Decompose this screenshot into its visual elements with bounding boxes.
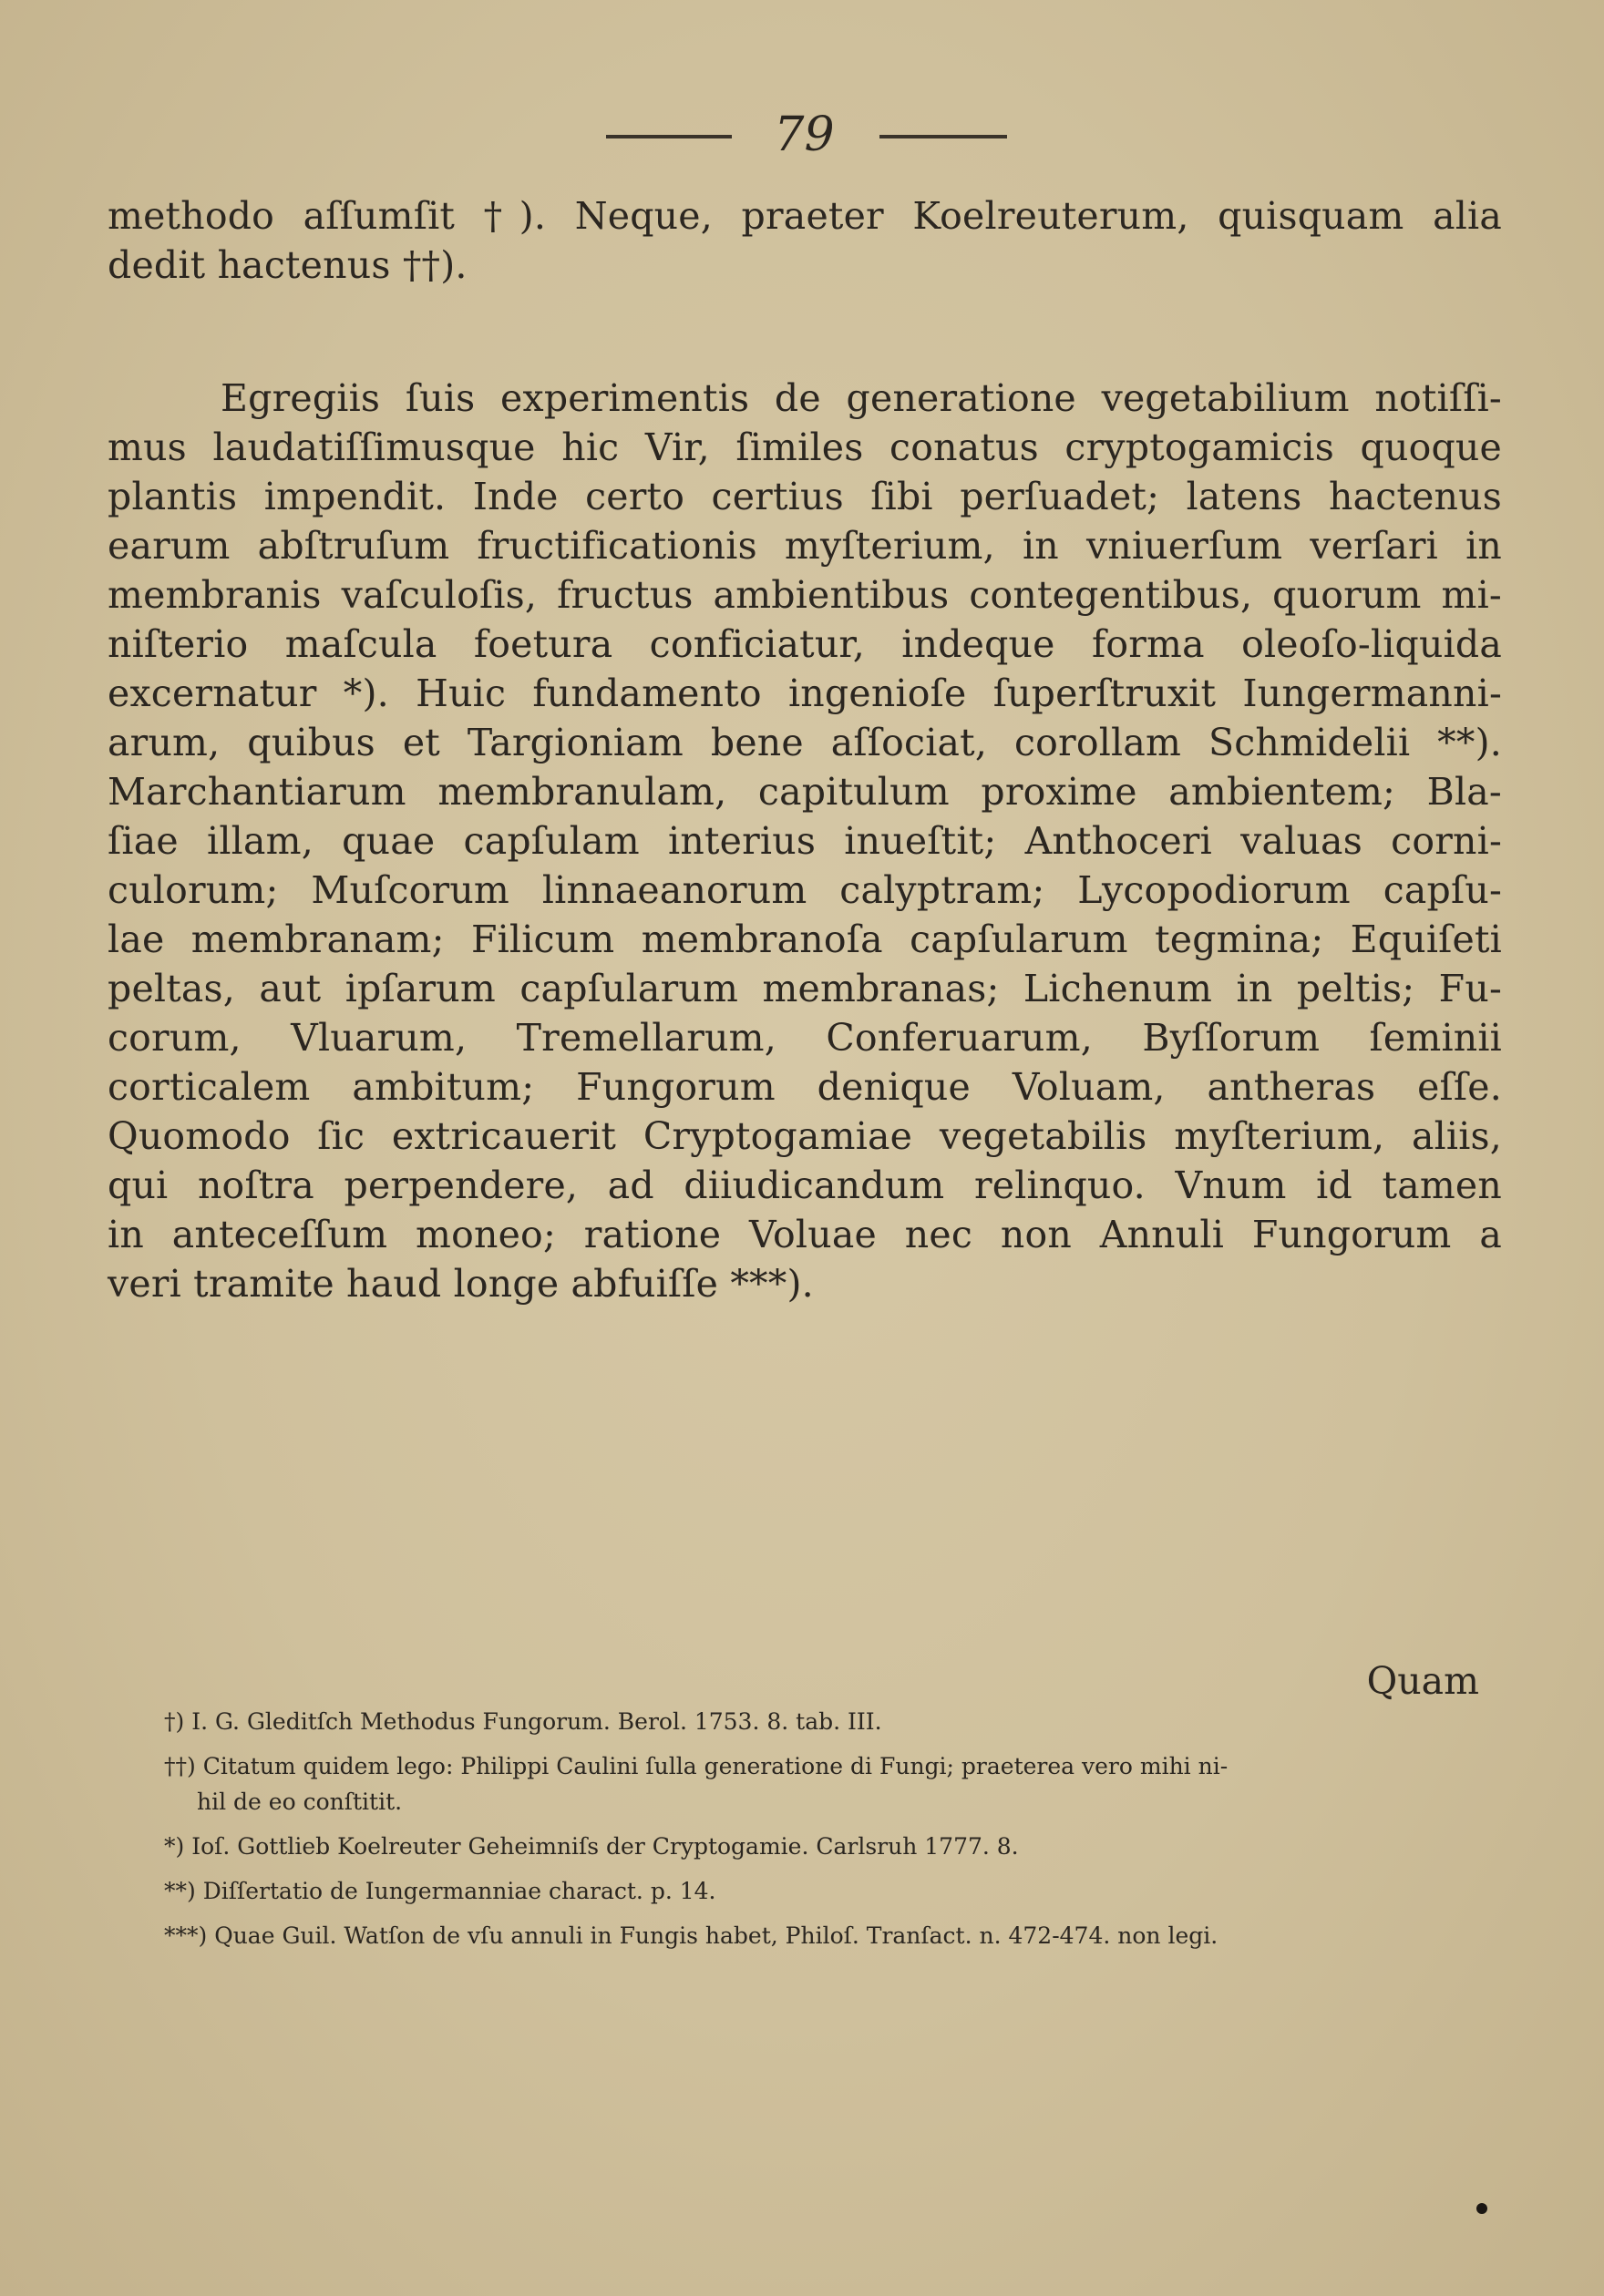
page-number: 79 [774, 108, 835, 162]
paragraph-1 [108, 191, 1502, 290]
text-line: veri tramite haud longe abfuiſſe ***). [108, 1262, 814, 1306]
text-line: Marchantiarum membranulam, capitulum proxime ambientem; Bla- [108, 770, 1502, 814]
text-line: peltas, aut ipſarum capſularum membranas; Lichenum in peltis; Fu- [108, 967, 1502, 1010]
paragraph-2 [108, 374, 1502, 1308]
text-line: in anteceſſum moneo; ratione Voluae nec non Annuli Fungorum a [108, 1213, 1502, 1256]
text-line: arum, quibus et Targioniam bene aſſociat, corollam Schmidelii **). [108, 721, 1502, 764]
text-line: corum, Vluarum, Tremellarum, Conferuarum, Byſſorum ſeminii [108, 1016, 1502, 1060]
text-line: Egregiis ſuis experimentis de generatione vegetabilium notiſſi- [221, 376, 1502, 420]
footnote: *) Ioſ. Gottlieb Koelreuter Geheimniſs der Cryptogamie. Carlsruh 1777. 8. [164, 1833, 1019, 1860]
footnote: ***) Quae Guil. Watſon de vſu annuli in Fungis habet, Philoſ. Tranſact. n. 472-474. non legi. [164, 1922, 1218, 1949]
text-line: lae membranam; Filicum membranoſa capſularum tegmina; Equiſeti [108, 917, 1502, 961]
text-line: earum abſtruſum fructificationis myſterium, in vniuerſum verſari in [108, 524, 1502, 568]
text-line: mus laudatiſſimusque hic Vir, ſimiles conatus cryptogamicis quoque [108, 425, 1502, 469]
text-line: niſterio maſcula foetura conficiatur, indeque forma oleoſo-liquida [108, 622, 1502, 666]
page-header [0, 108, 1604, 162]
text-line: ſiae illam, quae capſulam interius inueſtit; Anthoceri valuas corni- [108, 819, 1502, 863]
header-rule-right [879, 135, 1007, 138]
catchword: Quam [1366, 1659, 1479, 1703]
text-line: plantis impendit. Inde certo certius ſibi perſuadet; latens hactenus [108, 475, 1502, 518]
text-line: Quomodo ſic extricauerit Cryptogamiae vegetabilis myſterium, aliis, [108, 1114, 1502, 1158]
ink-dot [1476, 2203, 1487, 2214]
footnote: ††) Citatum quidem lego: Philippi Caulini ſulla generatione di Fungi; praeterea vero mihi ni- [164, 1753, 1229, 1779]
footnote-continuation: hil de eo conſtitit. [197, 1789, 403, 1815]
text-line: membranis vaſculoſis, fructus ambientibus contegentibus, quorum mi- [108, 573, 1502, 617]
footnote: **) Diſſertatio de Iungermanniae charact. p. 14. [164, 1878, 716, 1904]
text-line: excernatur *). Huic fundamento ingenioſe ſuperſtruxit Iungermanni- [108, 671, 1502, 715]
footnote: †) I. G. Gleditſch Methodus Fungorum. Berol. 1753. 8. tab. III. [164, 1708, 882, 1735]
text-line: qui noſtra perpendere, ad diiudicandum relinquo. Vnum id tamen [108, 1163, 1502, 1207]
text-line: dedit hactenus ††). [108, 243, 468, 287]
text-line: corticalem ambitum; Fungorum denique Voluam, antheras eſſe. [108, 1065, 1502, 1109]
text-line: methodo aſſumſit †). Neque, praeter Koelreuterum, quisquam alia [108, 194, 1502, 238]
text-line: culorum; Muſcorum linnaeanorum calyptram; Lycopodiorum capſu- [108, 868, 1502, 912]
main-text [108, 191, 1502, 1308]
footnotes [164, 1704, 1476, 1953]
header-rule-left [606, 135, 732, 138]
